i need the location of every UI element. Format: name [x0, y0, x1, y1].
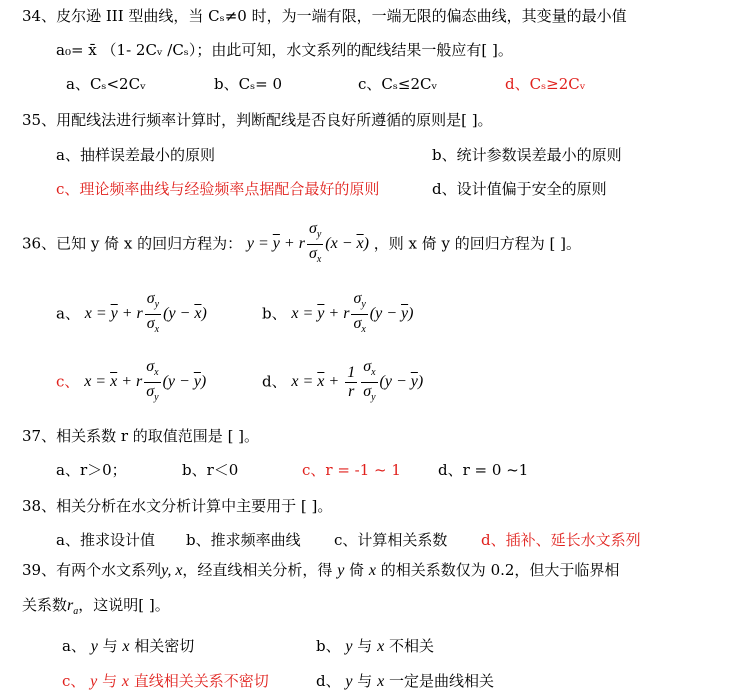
- q38-option-a: a、推求设计值: [56, 531, 155, 549]
- q36-option-d: d、 $x = \overline{x}$ + $\frac{1}{r}$ $\frac{\sigma_x}{\sigma_y}$ $(y - \overline{y})$: [262, 358, 424, 404]
- q39-option-a: a、 y 与 x 相关密切: [62, 637, 195, 655]
- q39-stem-part-c: 倚: [349, 561, 365, 579]
- q34-stem-line2: a₀= x̄ （1- 2Cᵥ /Cₛ）；由此可知，水文系列的配线结果一般应有[ ]。: [56, 41, 513, 59]
- q39-stem-part-f: ，这说明[ ]。: [78, 596, 170, 614]
- q37-option-a: a、r＞0；: [56, 461, 127, 479]
- q39-option-a-text: 相关密切: [134, 637, 195, 655]
- q39-option-b: b、 y 与 x 不相关: [316, 637, 434, 655]
- q34-option-a: a、Cₛ<2Cᵥ: [66, 75, 146, 93]
- q36-stem-prefix: 36、已知 y 倚 x 的回归方程为：: [22, 234, 243, 253]
- q36-option-c: c、 $x = \overline{x} + r$ $\frac{\sigma_x}{\sigma_y}$ $(y - \overline{y})$: [56, 358, 207, 404]
- q35-option-b: b、统计参数误差最小的原则: [432, 146, 622, 164]
- q36-given-equation: $y = \overline{y} + r$ $\frac{\sigma_y}{\sigma_x}$ $(x - \overline{x})$: [246, 220, 369, 266]
- q38-option-b: b、推求频率曲线: [186, 531, 301, 549]
- q34-option-b: b、Cₛ= 0: [214, 75, 283, 93]
- q37-option-d: d、r = 0 ~1: [438, 461, 529, 479]
- q39-conj-c: 与: [102, 672, 118, 690]
- q39-conj-d: 与: [357, 672, 373, 690]
- q35-stem: 35、用配线法进行频率计算时，判断配线是否良好所遵循的原则是[ ]。: [22, 111, 493, 129]
- q37-option-c: c、r = -1 ~ 1: [302, 461, 401, 479]
- q39-stem-part-d: 的相关系数仅为 0.2，但大于临界相: [380, 561, 620, 579]
- q36-stem: [22, 220, 581, 269]
- q36-option-c-label: c、: [56, 372, 80, 391]
- q34-option-d: d、Cₛ≥2Cᵥ: [505, 75, 586, 93]
- q39-stem-part-a: 39、有两个水文系列: [22, 561, 162, 579]
- q36-stem-suffix: ，则 x 倚 y 的回归方程为 [ ]。: [373, 234, 581, 253]
- q39-option-b-text: 不相关: [388, 637, 434, 655]
- q38-option-d: d、插补、延长水文系列: [481, 531, 641, 549]
- q39-conj-b: 与: [357, 637, 373, 655]
- q39-stem-part-e: 关系数: [22, 596, 68, 614]
- q36-option-a: a、 $x = \overline{y} + r$ $\frac{\sigma_y}{\sigma_x}$ $(y - \overline{x})$: [56, 290, 207, 336]
- q39-option-c: c、 y 与 x 直线相关关系不密切: [62, 672, 269, 690]
- q39-option-d-text: 一定是曲线相关: [388, 672, 494, 690]
- q39-option-c-text: 直线相关关系不密切: [133, 672, 269, 690]
- q38-option-c: c、计算相关系数: [334, 531, 448, 549]
- q36-option-d-label: d、: [262, 372, 287, 391]
- q39-conj-a: 与: [102, 637, 118, 655]
- q37-stem: 37、相关系数 r 的取值范围是 [ ]。: [22, 427, 260, 445]
- q39-stem-line2: 关系数$r_a$，这说明[ ]。: [22, 596, 170, 618]
- q39-stem-part-b: ，经直线相关分析，得: [182, 561, 333, 579]
- q35-option-c: c、理论频率曲线与经验频率点据配合最好的原则: [56, 180, 380, 198]
- q36-option-b: b、 $x = \overline{y} + r$ $\frac{\sigma_y}{\sigma_x}$ $(y - \overline{y})$: [262, 290, 414, 336]
- q36-option-b-label: b、: [262, 304, 287, 323]
- q35-option-a: a、抽样误差最小的原则: [56, 146, 215, 164]
- q34-stem-line1: 34、皮尔逊 III 型曲线，当 Cₛ≠0 时，为一端有限，一端无限的偏态曲线，其变量的最小值: [22, 7, 627, 25]
- q37-option-b: b、r＜0: [182, 461, 239, 479]
- q39-option-d: d、 y 与 x 一定是曲线相关: [316, 672, 494, 690]
- q38-stem: 38、相关分析在水文分析计算中主要用于 [ ]。: [22, 497, 333, 515]
- q39-stem-line1: 39、有两个水文系列y, x，经直线相关分析，得 y 倚 x 的相关系数仅为 0.2，但大于临界相: [22, 561, 620, 579]
- q35-option-d: d、设计值偏于安全的原则: [432, 180, 607, 198]
- q36-option-a-label: a、: [56, 304, 80, 323]
- q34-option-c: c、Cₛ≤2Cᵥ: [358, 75, 438, 93]
